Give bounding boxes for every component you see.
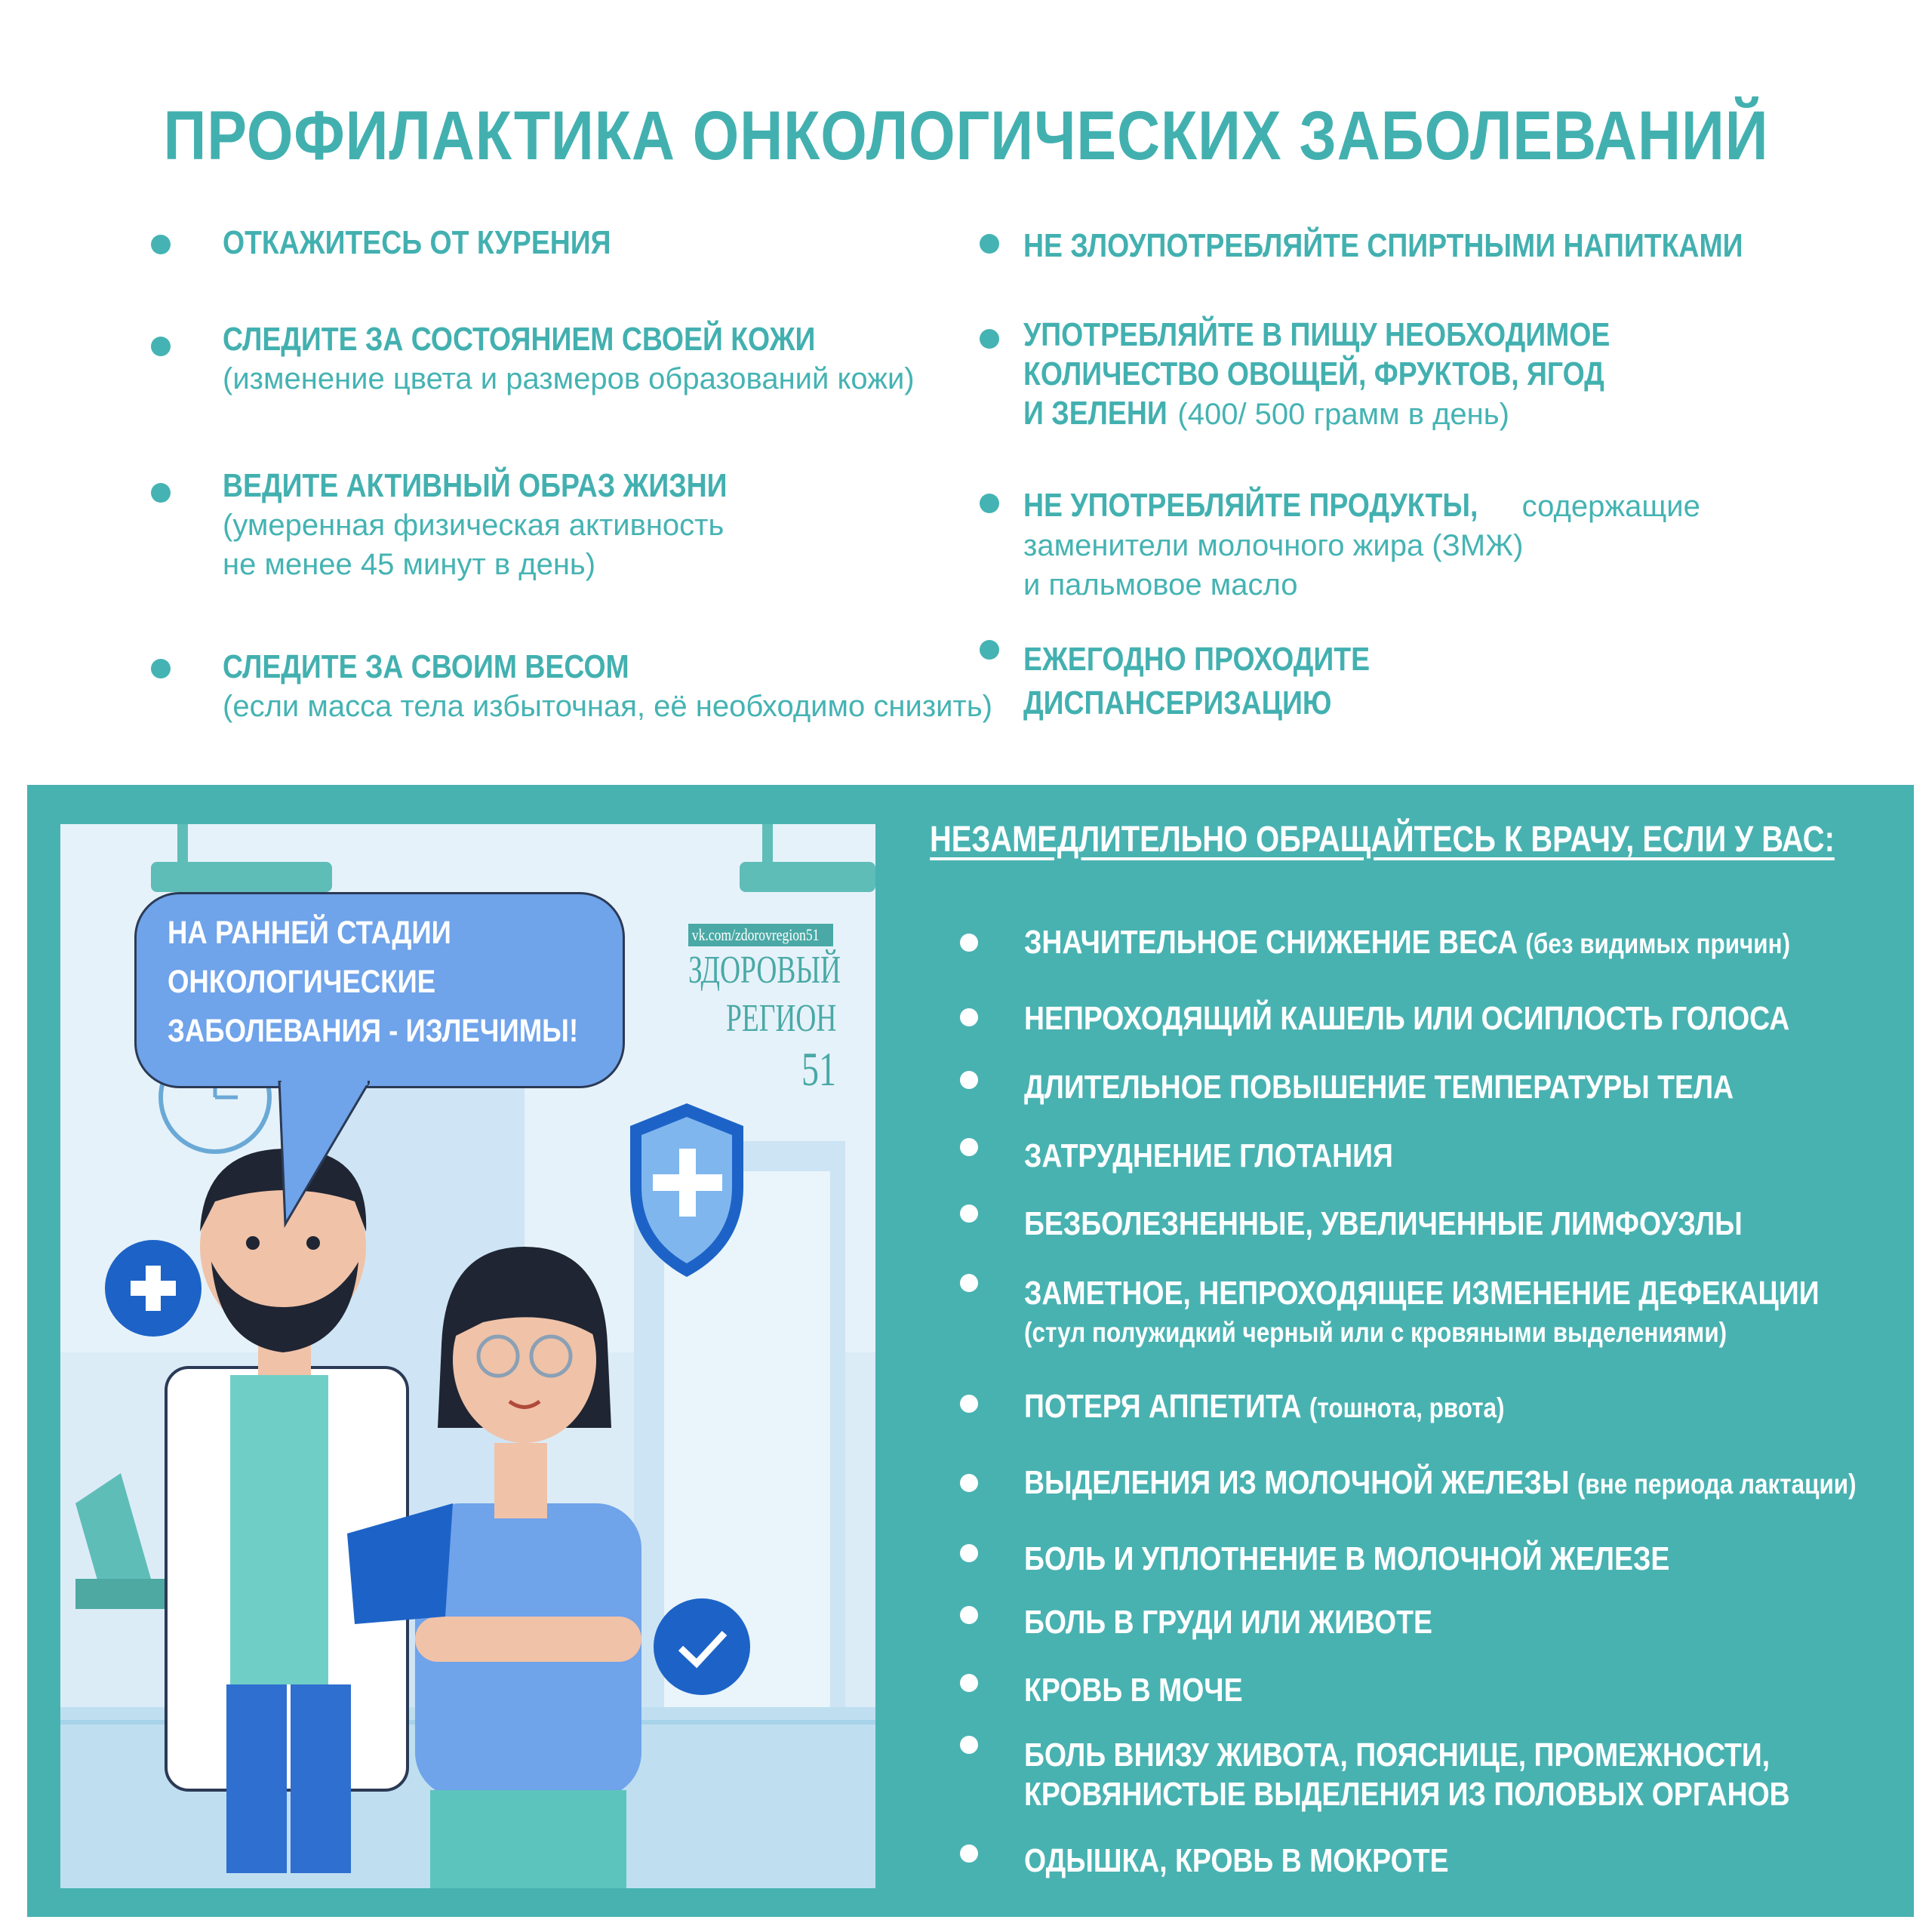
bullet-icon [960,1274,978,1292]
page-title: ПРОФИЛАКТИКА ОНКОЛОГИЧЕСКИХ ЗАБОЛЕВАНИЙ [163,97,1769,174]
tip-heading: ВЕДИТЕ АКТИВНЫЙ ОБРАЗ ЖИЗНИ [223,467,728,504]
tip-screening [980,640,1885,723]
tip-note: (умеренная физическая активность [223,509,724,542]
bullet-icon [151,235,171,254]
tip-heading: НЕ УПОТРЕБЛЯЙТЕ ПРОДУКТЫ, [1023,487,1478,524]
bullet-icon [960,934,978,952]
bullet-icon [980,234,999,254]
tip-heading: УПОТРЕБЛЯЙТЕ В ПИЩУ НЕОБХОДИМОЕ [1023,316,1611,353]
symptom-text: ВЫДЕЛЕНИЯ ИЗ МОЛОЧНОЙ ЖЕЛЕЗЫ [1024,1464,1570,1501]
watermark-line: 51 [801,1042,837,1096]
symptom-note: (стул полужидкий черный или с кровяными выделениями) [1024,1317,1727,1348]
bubble-line: ЗАБОЛЕВАНИЯ - ИЗЛЕЧИМЫ! [168,1013,579,1049]
tip-note: заменители молочного жира (ЗМЖ) [1023,529,1524,562]
bullet-icon [980,494,999,513]
watermark-url: vk.com/zdorovregion51 [688,924,833,946]
bullet-icon [960,1844,978,1863]
tip-note: и пальмовое масло [1023,568,1298,601]
tip-heading: СЛЕДИТЕ ЗА СВОИМ ВЕСОМ [223,648,629,685]
bullet-icon [960,1395,978,1413]
bullet-icon [960,1606,978,1624]
watermark-logo [688,924,869,1150]
tip-heading: ДИСПАНСЕРИЗАЦИЮ [1023,685,1332,721]
bullet-icon [980,640,999,660]
tip-heading: КОЛИЧЕСТВО ОВОЩЕЙ, ФРУКТОВ, ЯГОД [1023,355,1604,392]
bullet-icon [151,659,171,678]
tip-skin [151,320,981,403]
warning-heading: НЕЗАМЕДЛИТЕЛЬНО ОБРАЩАЙТЕСЬ К ВРАЧУ, ЕСЛИ У ВАС: [930,820,1835,860]
tip-note: не менее 45 минут в день) [223,548,596,581]
symptom-text: БОЛЬ ВНИЗУ ЖИВОТА, ПОЯСНИЦЕ, ПРОМЕЖНОСТИ, [1024,1737,1770,1774]
symptom-note: (без видимых причин) [1525,928,1791,959]
symptom-text: БОЛЬ В ГРУДИ ИЛИ ЖИВОТЕ [1024,1604,1432,1641]
symptom-text: БЕЗБОЛЕЗНЕННЫЕ, УВЕЛИЧЕННЫЕ ЛИМФОУЗЛЫ [1024,1205,1743,1242]
tip-heading: ЕЖЕГОДНО ПРОХОДИТЕ [1023,641,1371,678]
symptom-text: КРОВЬ В МОЧЕ [1024,1672,1243,1709]
bullet-icon [151,337,171,356]
tip-weight [151,648,992,731]
bullet-icon [960,1071,978,1089]
bullet-icon [980,329,999,349]
tip-note: (изменение цвета и размеров образований кожи) [223,362,915,395]
tip-heading: НЕ ЗЛОУПОТРЕБЛЯЙТЕ СПИРТНЫМИ НАПИТКАМИ [1023,227,1743,264]
tip-active-lifestyle [151,466,906,587]
symptom-text: БОЛЬ И УПЛОТНЕНИЕ В МОЛОЧНОЙ ЖЕЛЕЗЕ [1024,1540,1670,1577]
bullet-icon [960,1008,978,1026]
symptom-text: ДЛИТЕЛЬНОЕ ПОВЫШЕНИЕ ТЕМПЕРАТУРЫ ТЕЛА [1024,1069,1734,1106]
bullet-icon [151,483,171,503]
symptom-text: НЕПРОХОДЯЩИЙ КАШЕЛЬ ИЛИ ОСИПЛОСТЬ ГОЛОСА [1024,1000,1790,1037]
symptom-text: ЗНАЧИТЕЛЬНОЕ СНИЖЕНИЕ ВЕСА [1024,924,1518,961]
bullet-icon [960,1138,978,1156]
bullet-icon [960,1544,978,1562]
tip-note: содержащие [1521,490,1700,523]
tip-heading: СЛЕДИТЕ ЗА СОСТОЯНИЕМ СВОЕЙ КОЖИ [223,321,816,358]
tip-alcohol [980,226,1885,272]
speech-bubble-tail [264,1081,370,1247]
tip-heading: И ЗЕЛЕНИ [1023,395,1168,432]
speech-bubble-text [168,909,579,1056]
bullet-icon [960,1204,978,1223]
tip-products [980,486,1885,607]
tip-vegetables [980,315,1885,436]
bullet-icon [960,1474,978,1492]
tip-note: (400/ 500 грамм в день) [1177,398,1509,431]
tip-heading: ОТКАЖИТЕСЬ ОТ КУРЕНИЯ [223,224,611,261]
watermark-line: РЕГИОН [726,997,837,1040]
symptom-text: ОДЫШКА, КРОВЬ В МОКРОТЕ [1024,1842,1449,1879]
bubble-line: НА РАННЕЙ СТАДИИ [168,915,451,951]
symptom-text: КРОВЯНИСТЫЕ ВЫДЕЛЕНИЯ ИЗ ПОЛОВЫХ ОРГАНОВ [1024,1776,1790,1813]
symptom-note: (тошнота, рвота) [1309,1392,1505,1423]
bubble-line: ОНКОЛОГИЧЕСКИЕ [168,964,436,1000]
symptom-note: (вне периода лактации) [1577,1469,1857,1500]
tip-no-smoking [151,223,906,269]
symptom-text: ПОТЕРЯ АППЕТИТА [1024,1388,1302,1425]
symptom-text: ЗАМЕТНОЕ, НЕПРОХОДЯЩЕЕ ИЗМЕНЕНИЕ ДЕФЕКАЦИИ [1024,1275,1820,1312]
tip-note: (если масса тела избыточная, её необходимо снизить) [223,690,992,723]
bullet-icon [960,1674,978,1692]
watermark-line: ЗДОРОВЫЙ [688,949,841,992]
symptom-text: ЗАТРУДНЕНИЕ ГЛОТАНИЯ [1024,1137,1393,1174]
doctors-illustration [60,824,875,1888]
bullet-icon [960,1736,978,1754]
